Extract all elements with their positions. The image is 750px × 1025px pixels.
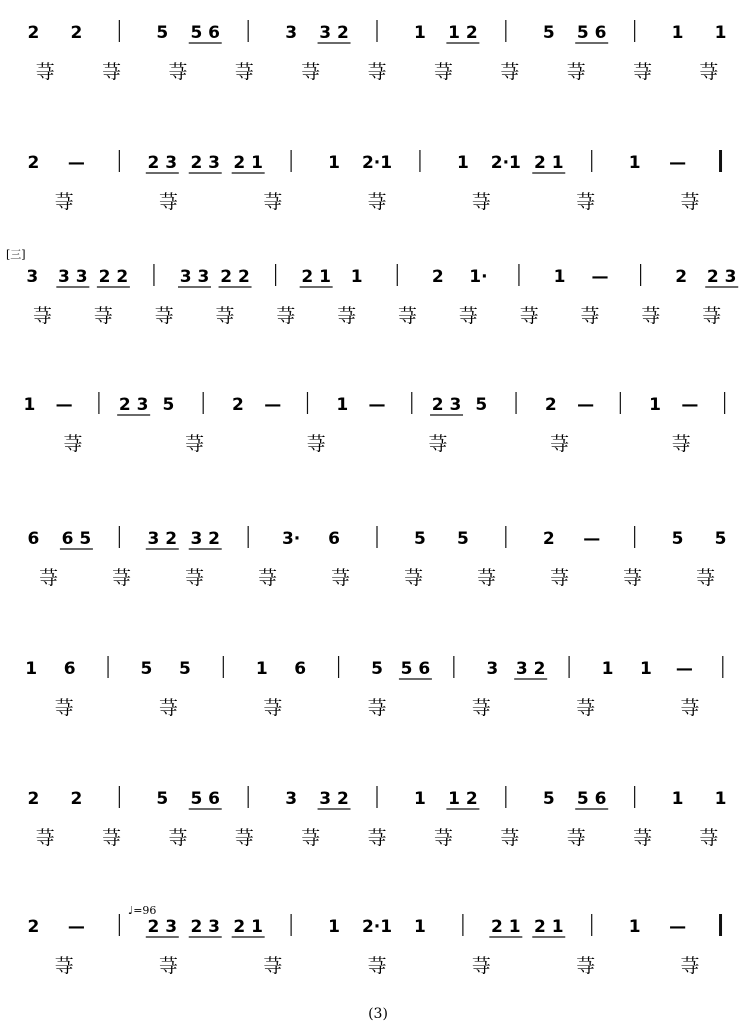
- tablature-character: 䒭: [458, 305, 478, 327]
- note: 2 3: [431, 395, 462, 415]
- tablature-character: 䒭: [428, 433, 448, 455]
- tablature-character: 䒭: [102, 827, 122, 849]
- tablature-character: 䒭: [500, 61, 520, 83]
- tablature-character: 䒭: [184, 567, 205, 589]
- note: 2·1: [361, 153, 393, 173]
- note: 5: [156, 789, 169, 809]
- note: 2 2: [98, 267, 129, 287]
- note: —: [67, 917, 85, 937]
- note: 5: [156, 23, 169, 43]
- tablature-character: 䒭: [330, 567, 351, 589]
- tablature-character: 䒭: [699, 61, 719, 83]
- note: 1: [414, 917, 426, 937]
- tablature-character: 䒭: [549, 433, 570, 455]
- note: 2: [431, 267, 444, 287]
- system-8: [28, 914, 721, 977]
- note: —: [577, 395, 595, 415]
- note: —: [675, 659, 693, 679]
- note: 1 2: [448, 23, 478, 43]
- system-4: [23, 392, 724, 455]
- note: 1: [553, 267, 566, 287]
- note: 2 3: [190, 153, 221, 173]
- systems-group: [23, 20, 738, 977]
- tablature-character: 䒭: [549, 567, 570, 589]
- tablature-character: 䒭: [111, 567, 132, 589]
- tablature-character: 䒭: [263, 955, 283, 977]
- tablature-character: 䒭: [306, 433, 326, 455]
- tablature-character: 䒭: [184, 433, 205, 455]
- note: 1: [456, 153, 469, 173]
- note: 2 1: [533, 153, 564, 173]
- system-3: [26, 264, 738, 327]
- note: 6: [294, 659, 307, 679]
- note: —: [55, 395, 73, 415]
- note: 1: [336, 395, 349, 415]
- note: 1: [649, 395, 662, 415]
- tablature-character: 䒭: [576, 191, 596, 213]
- tablature-character: 䒭: [367, 955, 387, 977]
- note: 5: [162, 395, 175, 415]
- note: 1: [25, 659, 38, 679]
- tablature-character: 䒭: [576, 955, 596, 977]
- note: 2: [544, 395, 557, 415]
- tablature-character: 䒭: [500, 827, 520, 849]
- note: —: [264, 395, 282, 415]
- tablature-character: 䒭: [54, 955, 74, 977]
- tablature-character: 䒭: [154, 305, 174, 327]
- tablature-character: 䒭: [158, 697, 178, 719]
- note: 5: [371, 659, 383, 679]
- note: 3: [486, 659, 499, 679]
- tablature-character: 䒭: [54, 697, 74, 719]
- note: 2: [70, 789, 83, 809]
- note: 2 3: [147, 917, 178, 937]
- note: 2·1: [490, 153, 521, 173]
- note: 1: [671, 23, 684, 43]
- note: 2: [542, 529, 555, 549]
- note: 1: [328, 153, 340, 173]
- tablature-character: 䒭: [32, 305, 52, 327]
- tablature-character: 䒭: [263, 697, 283, 719]
- tablature-character: 䒭: [102, 61, 122, 83]
- tablature-character: 䒭: [263, 191, 283, 213]
- tablature-character: 䒭: [680, 191, 700, 213]
- note: 2 1: [301, 267, 331, 287]
- tablature-character: 䒭: [519, 305, 539, 327]
- note: 1: [714, 23, 727, 43]
- note: 1: [414, 23, 426, 43]
- note: 5: [414, 529, 426, 549]
- note: 6: [328, 529, 340, 549]
- tablature-character: 䒭: [158, 955, 178, 977]
- note: 1: [255, 659, 268, 679]
- tablature-character: 䒭: [63, 433, 83, 455]
- tablature-character: 䒭: [433, 827, 453, 849]
- tablature-character: 䒭: [576, 697, 596, 719]
- note: 1: [328, 917, 340, 937]
- tablature-character: 䒭: [632, 827, 652, 849]
- note: 6: [63, 659, 76, 679]
- tablature-character: 䒭: [168, 61, 188, 83]
- note: 5: [178, 659, 191, 679]
- tablature-character: 䒭: [367, 191, 387, 213]
- tablature-character: 䒭: [38, 567, 59, 589]
- tablature-character: 䒭: [367, 827, 387, 849]
- note: 5 6: [576, 23, 607, 43]
- tablature-character: 䒭: [276, 305, 296, 327]
- tablature-character: 䒭: [93, 305, 113, 327]
- note: 1: [350, 267, 363, 287]
- note: 5: [456, 529, 469, 549]
- system-2: [28, 150, 721, 213]
- note: 2 1: [233, 153, 263, 173]
- tablature-character: 䒭: [680, 955, 700, 977]
- note: 1 2: [448, 789, 478, 809]
- tablature-character: 䒭: [433, 61, 453, 83]
- note: 2 1: [533, 917, 564, 937]
- note: 2: [70, 23, 83, 43]
- note: 3: [285, 23, 298, 43]
- note: 2 3: [706, 267, 737, 287]
- note: —: [368, 395, 386, 415]
- tablature-character: 䒭: [671, 433, 691, 455]
- note: 1: [628, 917, 641, 937]
- note: 2 3: [190, 917, 221, 937]
- note: 2: [27, 789, 40, 809]
- note: 3 2: [147, 529, 178, 549]
- tablature-character: 䒭: [632, 61, 652, 83]
- note: 2·1: [361, 917, 393, 937]
- note: 1: [714, 789, 727, 809]
- note: 3: [285, 789, 298, 809]
- note: 3: [26, 267, 39, 287]
- note: 2 3: [118, 395, 149, 415]
- note: 6 5: [61, 529, 92, 549]
- system-7: [28, 786, 727, 849]
- note: 5 6: [576, 789, 607, 809]
- note: 5: [542, 789, 555, 809]
- note: 5: [542, 23, 555, 43]
- note: 2: [675, 267, 688, 287]
- note: 2 1: [491, 917, 521, 937]
- tablature-character: 䒭: [397, 305, 417, 327]
- tablature-character: 䒭: [367, 697, 387, 719]
- note: 1: [640, 659, 652, 679]
- note: 2 3: [147, 153, 178, 173]
- tablature-character: 䒭: [234, 61, 254, 83]
- note: 2 1: [233, 917, 263, 937]
- tablature-character: 䒭: [54, 191, 74, 213]
- note: 1: [671, 789, 684, 809]
- note: 3 3: [179, 267, 210, 287]
- note: —: [591, 267, 609, 287]
- tablature-character: 䒭: [257, 567, 278, 589]
- note: 1: [601, 659, 614, 679]
- tablature-character: 䒭: [566, 827, 586, 849]
- tablature-character: 䒭: [168, 827, 188, 849]
- tablature-character: 䒭: [471, 191, 491, 213]
- note: 5: [671, 529, 684, 549]
- note: —: [681, 395, 699, 415]
- note: —: [669, 917, 687, 937]
- tablature-character: 䒭: [695, 567, 716, 589]
- note: 5 6: [190, 789, 221, 809]
- tablature-character: 䒭: [301, 827, 321, 849]
- note: 2: [232, 395, 244, 415]
- note: 5 6: [400, 659, 431, 679]
- tablature-character: 䒭: [301, 61, 321, 83]
- note: 2: [27, 23, 40, 43]
- system-6: [25, 656, 723, 719]
- tablature-character: 䒭: [699, 827, 719, 849]
- note: —: [583, 529, 601, 549]
- note: 5 6: [190, 23, 221, 43]
- tablature-character: 䒭: [337, 305, 357, 327]
- tablature-character: 䒭: [641, 305, 661, 327]
- note: 1: [414, 789, 426, 809]
- note: 3 3: [58, 267, 88, 287]
- note: 1·: [469, 267, 488, 287]
- tablature-character: 䒭: [622, 567, 643, 589]
- note: 2 2: [220, 267, 250, 287]
- tablature-character: 䒭: [471, 955, 491, 977]
- note: 2: [27, 917, 40, 937]
- page-number: (3): [368, 1006, 388, 1022]
- note: 5: [714, 529, 727, 549]
- note: 3 2: [190, 529, 221, 549]
- tablature-character: 䒭: [566, 61, 586, 83]
- tablature-character: 䒭: [471, 697, 491, 719]
- tablature-character: 䒭: [476, 567, 497, 589]
- tablature-character: 䒭: [215, 305, 235, 327]
- note: —: [669, 153, 687, 173]
- section-label: [三]: [6, 248, 26, 261]
- note: 3·: [281, 529, 301, 549]
- note: 5: [475, 395, 488, 415]
- note: 1: [23, 395, 36, 415]
- note: —: [67, 153, 85, 173]
- note: 5: [140, 659, 153, 679]
- tablature-character: 䒭: [367, 61, 387, 83]
- system-5: [28, 526, 727, 589]
- tablature-character: 䒭: [680, 697, 700, 719]
- note: 6: [27, 529, 40, 549]
- note: 3 2: [319, 23, 349, 43]
- tablature-character: 䒭: [158, 191, 178, 213]
- tablature-character: 䒭: [403, 567, 424, 589]
- system-1: [28, 20, 727, 83]
- tablature-character: 䒭: [35, 61, 55, 83]
- note: 3 2: [515, 659, 546, 679]
- tablature-character: 䒭: [580, 305, 600, 327]
- tablature-character: 䒭: [702, 305, 722, 327]
- tablature-character: 䒭: [234, 827, 254, 849]
- tempo-mark: ♩=96: [128, 904, 157, 917]
- note: 3 2: [319, 789, 349, 809]
- tablature-character: 䒭: [35, 827, 55, 849]
- note: 1: [628, 153, 641, 173]
- note: 2: [27, 153, 40, 173]
